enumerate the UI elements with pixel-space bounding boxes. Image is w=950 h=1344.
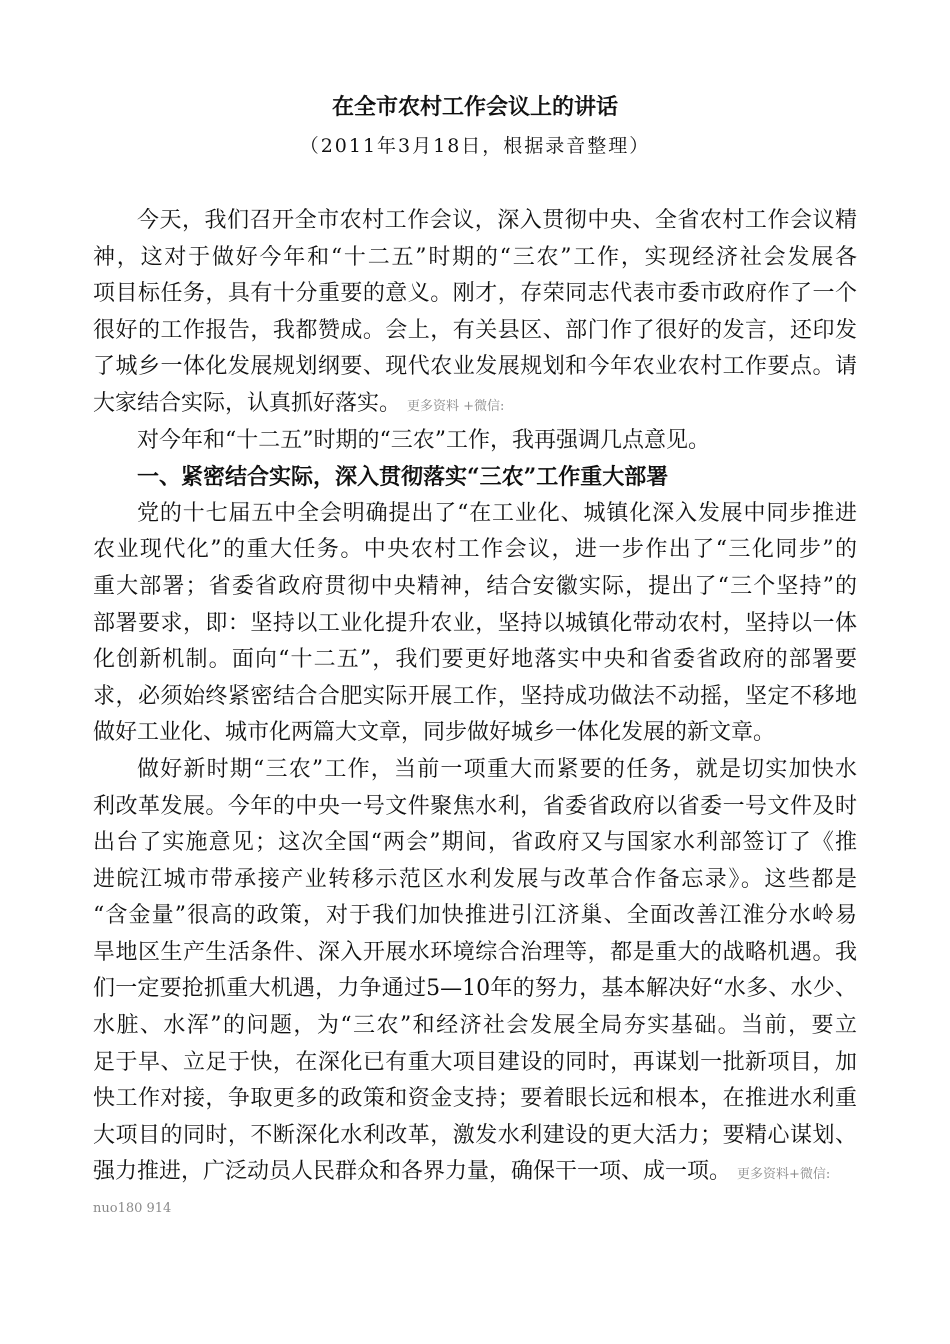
transition-paragraph	[93, 423, 857, 460]
paragraph-line: 出台了实施意见；这次全国“两会”期间，省政府又与国家水利部签订了《推	[93, 830, 857, 856]
paragraph-line: 大项目的同时，不断深化水利改革，激发水利建设的更大活力；要精心谋划、	[93, 1122, 857, 1148]
paragraph-line	[93, 1154, 857, 1191]
paragraph-line	[93, 386, 857, 423]
paragraph-line: 了城乡一体化发展规划纲要、现代农业发展规划和今年农业农村工作要点。请	[93, 354, 857, 380]
paragraph-line: 党的十七届五中全会明确提出了“在工业化、城镇化深入发展中同步推进	[137, 500, 857, 526]
paragraph-line: 水脏、水浑”的问题，为“三农”和经济社会发展全局夯实基础。当前，要立	[93, 1013, 857, 1039]
watermark-note: 更多资料 +微信:	[407, 398, 505, 414]
paragraph-line: 做好新时期“三农”工作，当前一项重大而紧要的任务，就是切实加快水	[137, 756, 857, 782]
paragraph-line: 神，这对于做好今年和“十二五”时期的“三农”工作，实现经济社会发展各	[93, 244, 857, 270]
section-heading: 一、紧密结合实际，深入贯彻落实“三农”工作重大部署	[137, 464, 669, 491]
paragraph-line: 化创新机制。面向“十二五”，我们要更好地落实中央和省委省政府的部署要	[93, 647, 857, 673]
paragraph-line: 部署要求，即：坚持以工业化提升农业，坚持以城镇化带动农村，坚持以一体	[93, 610, 857, 636]
paragraph-line: 很好的工作报告，我都赞成。会上，有关县区、部门作了很好的发言，还印发	[93, 317, 857, 343]
document-title: 在全市农村工作会议上的讲话	[331, 94, 618, 120]
paragraph-line: 对今年和“十二五”时期的“三农”工作，我再强调几点意见。	[137, 427, 710, 453]
section-1-paragraph-2	[93, 752, 857, 1191]
paragraph-line: 们一定要抢抓重大机遇，力争通过5—10年的努力，基本解决好“水多、水少、	[93, 976, 857, 1002]
paragraph-line: 利改革发展。今年的中央一号文件聚焦水利，省委省政府以省委一号文件及时	[93, 793, 857, 819]
paragraph-line: 快工作对接，争取更多的政策和资金支持；要着眼长远和根本，在推进水利重	[93, 1086, 857, 1112]
intro-paragraph	[93, 203, 857, 423]
document-subtitle: （2011年3月18日，根据录音整理）	[299, 135, 651, 157]
paragraph-line: 足于早、立足于快，在深化已有重大项目建设的同时，再谋划一批新项目，加	[93, 1049, 857, 1075]
paragraph-line: 进皖江城市带承接产业转移示范区水利发展与改革合作备忘录》。这些都是	[93, 866, 857, 892]
paragraph-line: 农业现代化”的重大任务。中央农村工作会议，进一步作出了“三化同步”的	[93, 537, 857, 563]
paragraph-line: 求，必须始终紧密结合合肥实际开展工作，坚持成功做法不动摇，坚定不移地	[93, 683, 857, 709]
section-1-paragraph-1	[93, 496, 857, 752]
paragraph-line-text: 大家结合实际，认真抓好落实。	[93, 390, 402, 416]
paragraph-line: 做好工业化、城市化两篇大文章，同步做好城乡一体化发展的新文章。	[93, 720, 776, 746]
paragraph-line: 重大部署；省委省政府贯彻中央精神，结合安徽实际，提出了“三个坚持”的	[93, 573, 857, 599]
paragraph-line: 今天，我们召开全市农村工作会议，深入贯彻中央、全省农村工作会议精	[137, 208, 857, 233]
footer-watermark-note: nuo180 914	[93, 1201, 172, 1217]
document-body	[93, 203, 857, 1228]
paragraph-line: 项目标任务，具有十分重要的意义。刚才，存荣同志代表市委市政府作了一个	[93, 281, 857, 307]
paragraph-line-text: 强力推进，广泛动员人民群众和各界力量，确保干一项、成一项。	[93, 1159, 732, 1185]
paragraph-line: “含金量”很高的政策，对于我们加快推进引江济巢、全面改善江淮分水岭易	[93, 903, 857, 929]
paragraph-line: 旱地区生产生活条件、深入开展水环境综合治理等，都是重大的战略机遇。我	[93, 939, 857, 965]
watermark-note: 更多资料+微信:	[737, 1167, 831, 1183]
